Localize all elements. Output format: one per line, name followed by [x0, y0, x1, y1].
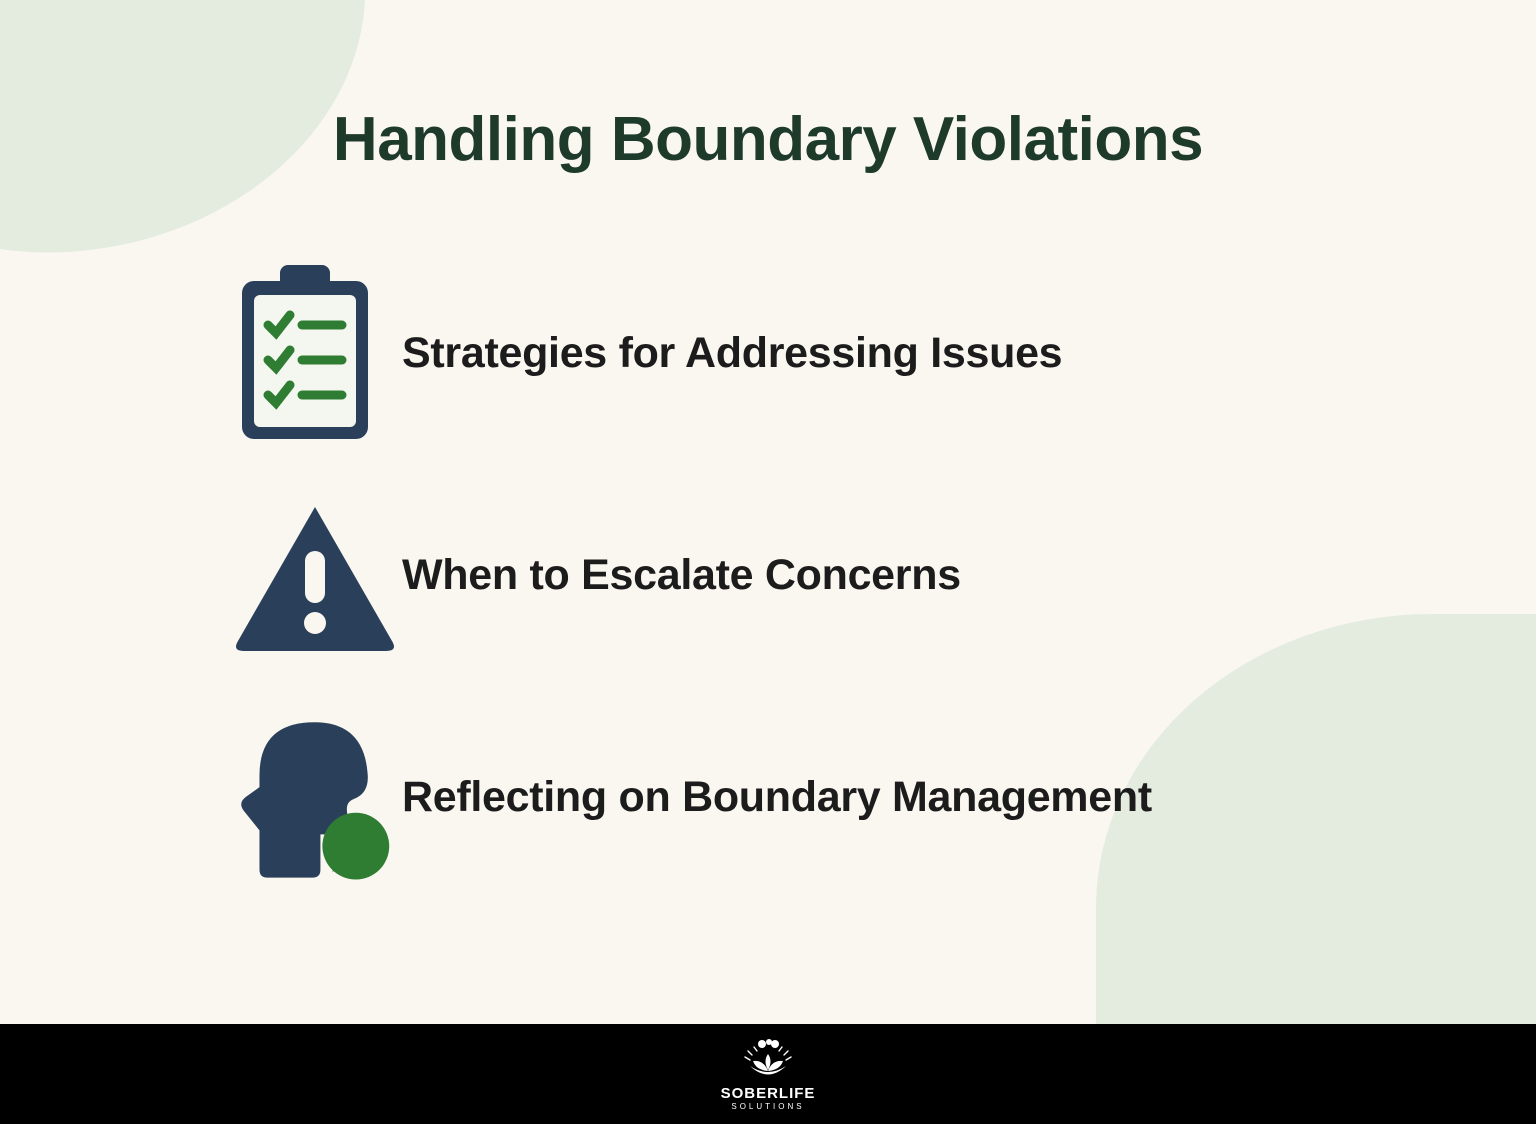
clipboard-checklist-icon [222, 258, 402, 448]
footer-bar [0, 1024, 1536, 1124]
topic-list [222, 258, 1402, 924]
list-item [222, 258, 1402, 448]
brand-subtitle: SOLUTIONS [731, 1101, 805, 1111]
list-item-label: When to Escalate Concerns [402, 550, 961, 599]
head-speech-bubble-icon [222, 702, 402, 892]
list-item-label: Strategies for Addressing Issues [402, 328, 1063, 377]
list-item [222, 480, 1402, 670]
warning-triangle-icon [222, 480, 402, 670]
brand-name: SOBERLIFE [720, 1084, 816, 1102]
list-item-label: Reflecting on Boundary Management [402, 772, 1152, 821]
brand-logo [721, 1038, 816, 1111]
page-title: Handling Boundary Violations [332, 105, 1204, 174]
lotus-sunrise-logo-icon [742, 1038, 794, 1084]
list-item [222, 702, 1402, 892]
